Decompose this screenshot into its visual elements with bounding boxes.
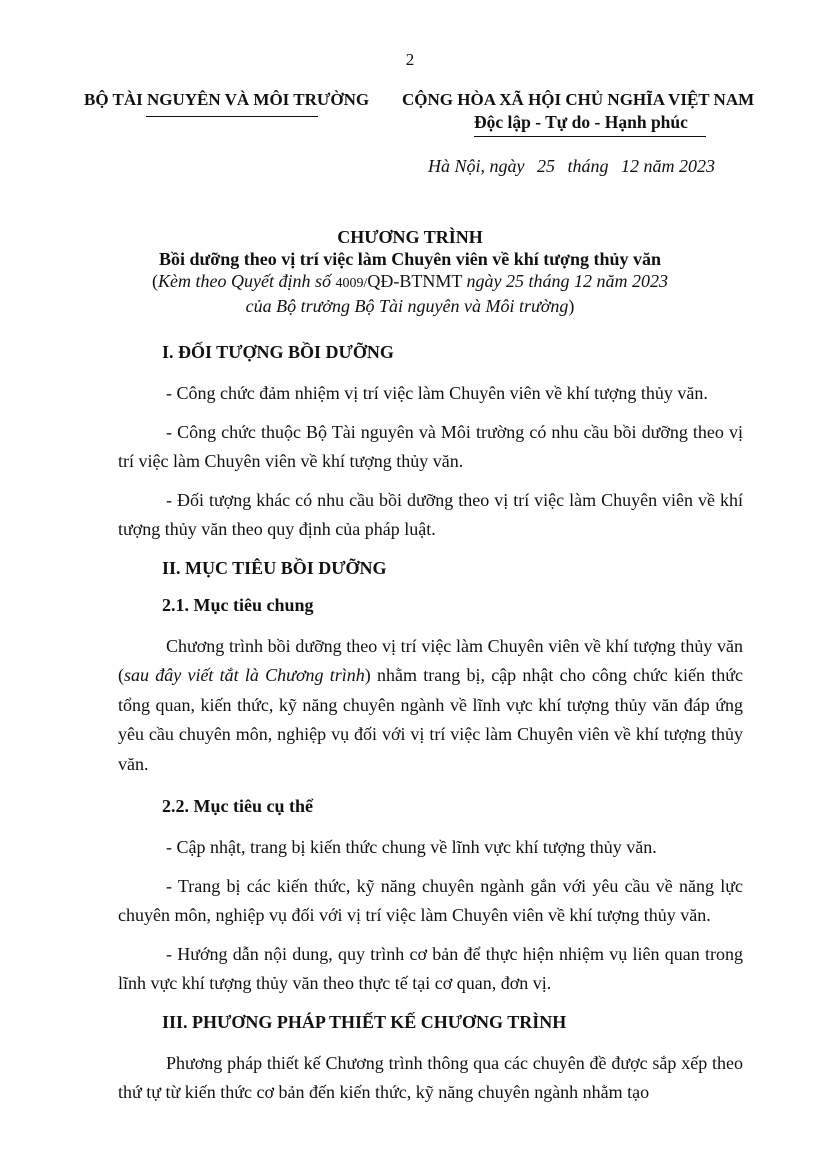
s21-text-b: ) nhằm trang bị, cập nhật cho công chức kiến thức tổng quan, kiến thức, kỹ năng chuyên ngành về lĩnh vực khí tượng thủy văn đáp ứng yêu cầu chuyên môn, nghiệp vụ đối với vị trí việc làm Chuyên viên về khí tượng thủy văn. xyxy=(118,665,743,774)
document-body xyxy=(118,338,743,1108)
country-name: CỘNG HÒA XÃ HỘI CHỦ NGHĨA VIỆT NAM xyxy=(402,90,755,109)
s21-italic: sau đây viết tắt là Chương trình xyxy=(124,665,365,685)
s21-text-a: Chương trình bồi dưỡng theo vị trí việc làm Chuyên viên về khí tượng thủy văn ( xyxy=(118,635,743,685)
section-2-heading: II. MỤC TIÊU BỒI DƯỠNG xyxy=(162,557,387,578)
national-motto: Độc lập - Tự do - Hạnh phúc xyxy=(474,112,688,132)
issue-date xyxy=(428,156,715,177)
ministry-name: BỘ TÀI NGUYÊN VÀ MÔI TRƯỜNG xyxy=(84,90,370,109)
ref-number: 4009/ xyxy=(335,276,368,291)
section-1-paragraph-3: - Đối tượng khác có nhu cầu bồi dưỡng theo vị trí việc làm Chuyên viên về khí tượng thủy văn theo quy định của pháp luật. xyxy=(118,489,743,539)
section-1-heading: I. ĐỐI TƯỢNG BỒI DƯỠNG xyxy=(162,342,394,362)
decision-reference xyxy=(0,270,820,295)
ref-text: Kèm theo Quyết định số xyxy=(157,271,331,291)
document-title-block xyxy=(0,226,820,317)
page-number: 2 xyxy=(405,50,415,69)
date-month: 12 xyxy=(621,156,640,176)
section-3-heading: III. PHƯƠNG PHÁP THIẾT KẾ CHƯƠNG TRÌNH xyxy=(162,1011,567,1032)
date-month-label: tháng xyxy=(567,156,609,176)
document-subtitle: Bồi dưỡng theo vị trí việc làm Chuyên viên về khí tượng thủy văn xyxy=(158,249,662,269)
ref-code: QĐ-BTNMT xyxy=(367,271,463,291)
section-2-2-paragraph-2: - Trang bị các kiến thức, kỹ năng chuyên ngành gắn với yêu cầu về năng lực chuyên môn, nghiệp vụ đối với vị trí việc làm Chuyên viên về khí tượng thủy văn. xyxy=(118,875,743,925)
ref-open: ( xyxy=(151,271,158,291)
ref-signer: của Bộ trưởng Bộ Tài nguyên và Môi trường xyxy=(245,296,569,316)
ministry-underline xyxy=(146,116,318,117)
section-2-1-heading: 2.1. Mục tiêu chung xyxy=(162,594,314,615)
ref-date: ngày 25 tháng 12 năm 2023 xyxy=(466,271,669,291)
date-year: năm 2023 xyxy=(643,156,716,176)
section-2-2-paragraph-1: - Cập nhật, trang bị kiến thức chung về lĩnh vực khí tượng thủy văn. xyxy=(166,837,657,857)
date-day: 25 xyxy=(537,156,555,176)
date-prefix: Hà Nội, ngày xyxy=(428,156,525,176)
ref-close: ) xyxy=(568,296,575,316)
section-2-2-paragraph-3: - Hướng dẫn nội dung, quy trình cơ bản để thực hiện nhiệm vụ liên quan trong lĩnh vực khí tượng thủy văn theo thực tế tại cơ quan, đơn vị. xyxy=(118,943,743,993)
section-2-1-paragraph xyxy=(118,632,743,780)
section-1-paragraph-1: - Công chức đảm nhiệm vị trí việc làm Chuyên viên về khí tượng thủy văn. xyxy=(166,383,708,403)
document-title: CHƯƠNG TRÌNH xyxy=(337,227,483,247)
section-2-2-heading: 2.2. Mục tiêu cụ thể xyxy=(162,796,313,816)
section-1-paragraph-2: - Công chức thuộc Bộ Tài nguyên và Môi trường có nhu cầu bồi dưỡng theo vị trí việc làm Chuyên viên về khí tượng thủy văn. xyxy=(118,421,743,471)
motto-underline xyxy=(474,136,706,137)
section-3-paragraph-1: Phương pháp thiết kế Chương trình thông qua các chuyên đề được sắp xếp theo thứ tự từ kiến thức cơ bản đến kiến thức, kỹ năng chuyên ngành nhằm tạo xyxy=(118,1052,743,1102)
decision-reference-line2 xyxy=(0,295,820,317)
